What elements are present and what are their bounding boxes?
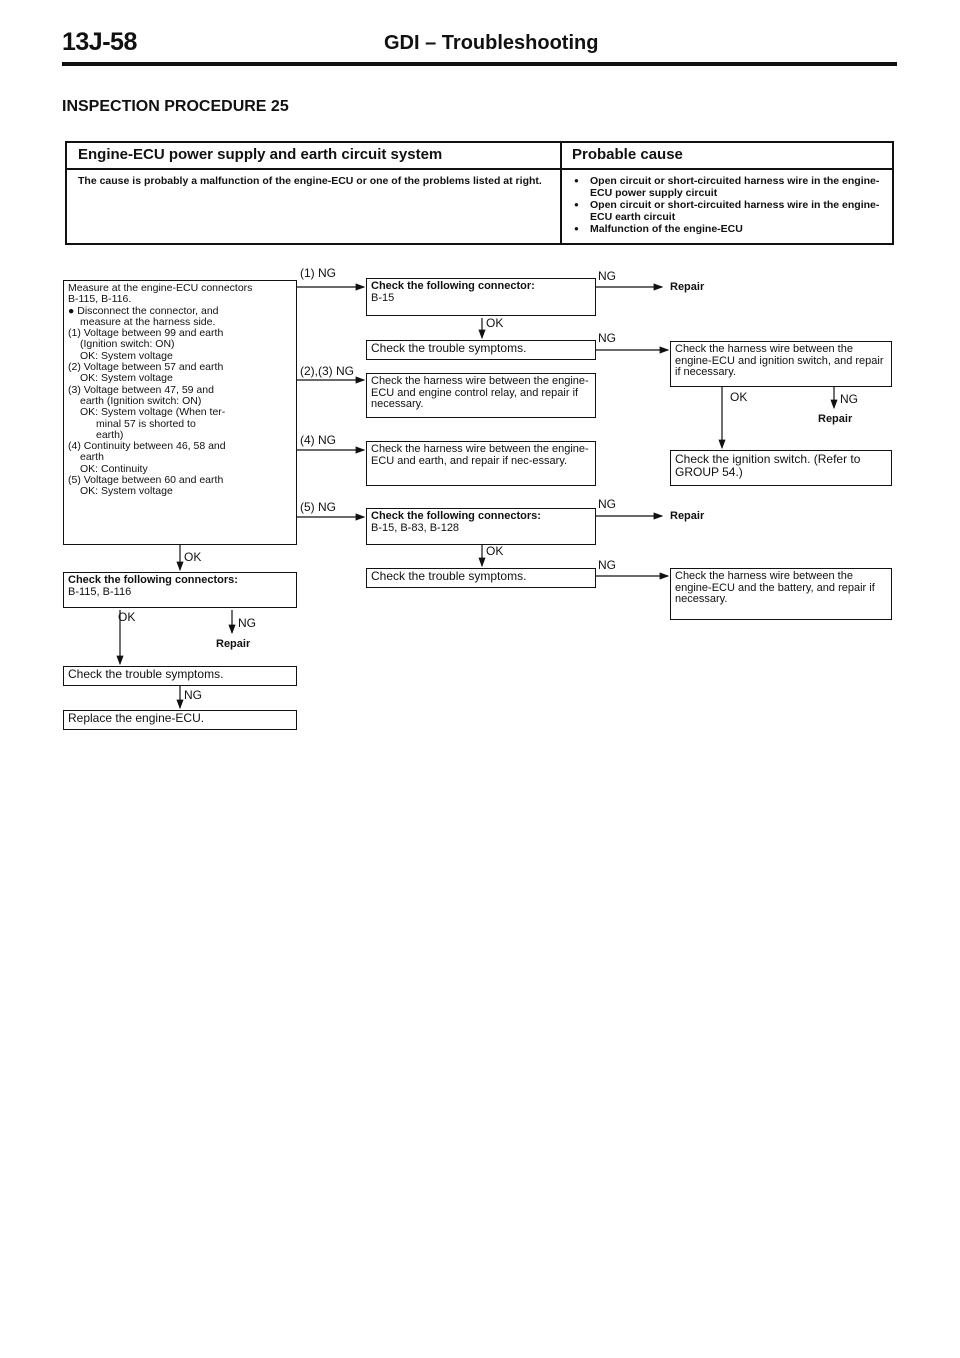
ng-label: NG	[184, 688, 202, 702]
check-connectors-b15-b83-b128-box	[366, 508, 596, 545]
measure-line: (2) Voltage between 57 and earth	[68, 361, 224, 374]
ng-label: NG	[238, 616, 256, 630]
table-header-system: Engine-ECU power supply and earth circuit system	[78, 146, 443, 163]
measure-line: OK: System voltage	[80, 372, 173, 385]
repair-label: Repair	[818, 413, 853, 425]
check-ignition-switch-box: Check the ignition switch. (Refer to GROUP 54.)	[670, 450, 892, 486]
measure-line: (1) Voltage between 99 and earth	[68, 327, 224, 340]
table-header-probable-cause: Probable cause	[572, 146, 683, 163]
check-trouble-symptoms-mid2-box: Check the trouble symptoms.	[366, 568, 596, 588]
check-connector-b15-box	[366, 278, 596, 316]
check-trouble-symptoms-left-box: Check the trouble symptoms.	[63, 666, 297, 686]
measure-line: OK: Continuity	[80, 462, 148, 475]
box-subtitle: B-15	[371, 291, 395, 304]
check-earth-harness-box: Check the harness wire between the engine-ECU and earth, and repair if nec-essary.	[366, 441, 596, 486]
measure-line: (5) Voltage between 60 and earth	[68, 474, 224, 487]
ng-label: NG	[598, 331, 616, 345]
box-subtitle: B-115, B-116	[68, 585, 132, 598]
measure-line: earth)	[96, 428, 124, 441]
measure-line: minal 57 is shorted to	[96, 417, 196, 430]
box-title: Check the following connector:	[371, 280, 535, 292]
measure-line: OK: System voltage	[80, 485, 173, 498]
section-title: GDI – Troubleshooting	[384, 32, 599, 54]
ok-label: OK	[486, 316, 504, 330]
ok-label: OK	[486, 544, 504, 558]
measure-line: earth	[80, 451, 104, 464]
check-connectors-b115-b116-box	[63, 572, 297, 608]
ng-label-5: (5) NG	[300, 500, 336, 514]
measure-ecu-connectors-box	[63, 280, 297, 545]
ok-label: OK	[730, 390, 748, 404]
measure-line: OK: System voltage	[80, 349, 173, 362]
measure-line: (4) Continuity between 46, 58 and	[68, 440, 226, 453]
ng-label-4: (4) NG	[300, 433, 336, 447]
cause-item: ● Open circuit or short-circuited harness wire in the engine-ECU power supply circuit	[572, 175, 887, 199]
measure-line: measure at the harness side.	[80, 315, 216, 328]
procedure-title: INSPECTION PROCEDURE 25	[62, 98, 289, 115]
ng-label-1: (1) NG	[300, 266, 336, 280]
ok-label: OK	[184, 550, 202, 564]
check-trouble-symptoms-mid1-box: Check the trouble symptoms.	[366, 340, 596, 360]
measure-line: Measure at the engine-ECU connectors	[68, 282, 253, 294]
measure-line: (Ignition switch: ON)	[80, 338, 175, 351]
box-subtitle: B-15, B-83, B-128	[371, 521, 460, 534]
page-number: 13J-58	[62, 28, 137, 56]
ng-label-2-3: (2),(3) NG	[300, 364, 354, 378]
repair-label: Repair	[216, 638, 251, 650]
cause-item: ● Malfunction of the engine-ECU	[572, 223, 887, 235]
cause-item: ● Open circuit or short-circuited harness wire in the engine-ECU earth circuit	[572, 199, 887, 223]
repair-label: Repair	[670, 281, 705, 293]
box-title: Check the following connectors:	[68, 574, 238, 586]
ng-label: NG	[598, 269, 616, 283]
measure-line: OK: System voltage (When ter-	[80, 406, 226, 419]
cause-description: The cause is probably a malfunction of the engine-ECU or one of the problems listed at right.	[78, 175, 542, 187]
replace-engine-ecu-box: Replace the engine-ECU.	[63, 710, 297, 730]
ok-label: OK	[118, 610, 136, 624]
ng-label: NG	[598, 558, 616, 572]
check-relay-harness-box: Check the harness wire between the engine-ECU and engine control relay, and repair if necessary.	[366, 373, 596, 418]
measure-line: ● Disconnect the connector, and	[68, 304, 219, 317]
measure-line: B-115, B-116.	[68, 293, 132, 306]
check-ignition-harness-box: Check the harness wire between the engine-ECU and ignition switch, and repair if necessary.	[670, 341, 892, 387]
measure-line: (3) Voltage between 47, 59 and	[68, 383, 214, 396]
box-title: Check the following connectors:	[371, 510, 541, 522]
ng-label: NG	[840, 392, 858, 406]
check-battery-harness-box: Check the harness wire between the engine-ECU and the battery, and repair if necessary.	[670, 568, 892, 620]
repair-label: Repair	[670, 510, 705, 522]
measure-line: earth (Ignition switch: ON)	[80, 394, 202, 407]
ng-label: NG	[598, 497, 616, 511]
